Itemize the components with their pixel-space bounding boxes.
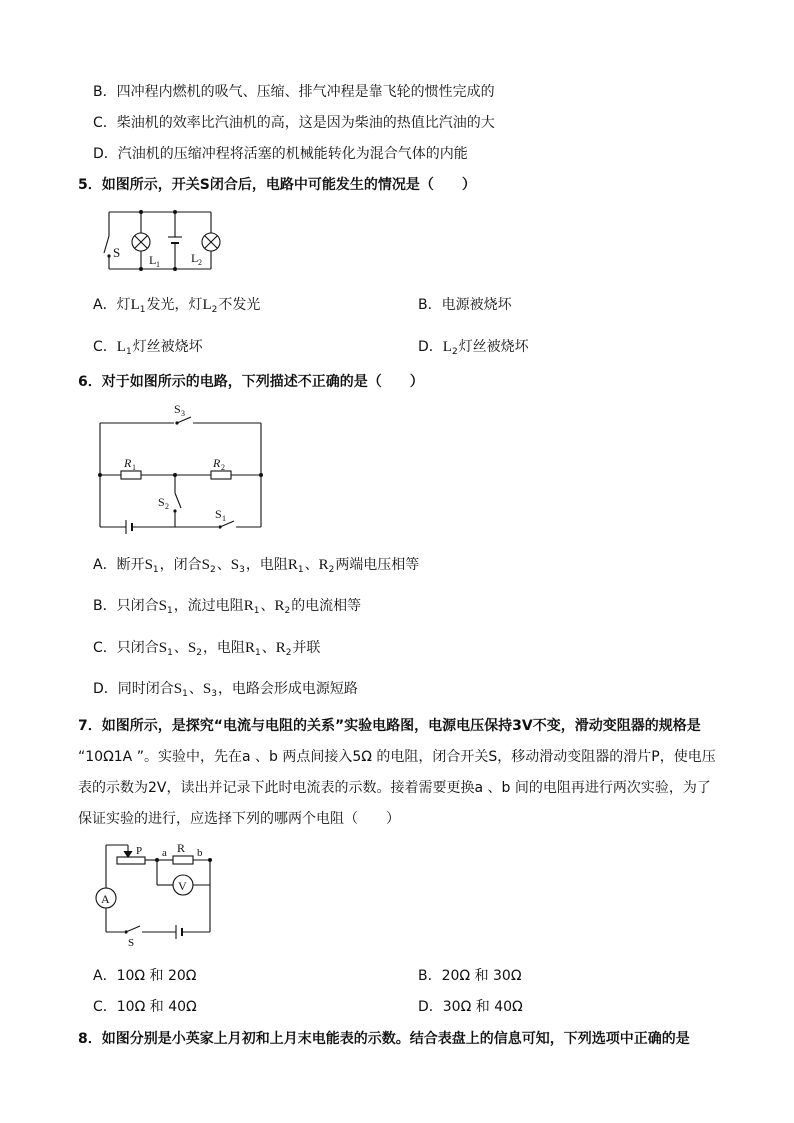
q7-option-c: C．10Ω 和 40Ω: [93, 999, 197, 1015]
q6-r2-label: R: [213, 456, 221, 470]
q5-option-c: C．$L_1$灯丝被烧坏: [93, 339, 203, 357]
q4-option-d: D．汽油机的压缩冲程将活塞的机械能转化为混合气体的内能: [93, 146, 468, 162]
q7-b-label: b: [197, 847, 203, 859]
q6-option-c: C．只闭合$S_1$、$S_2$，电阻$R_1$、$R_2$并联: [93, 640, 321, 658]
q7-voltmeter-label: V: [178, 879, 187, 893]
q8-stem: 8．如图分别是小英家上月初和上月末电能表的示数。结合表盘上的信息可知，下列选项中正确的是: [78, 1031, 690, 1047]
q7-option-a: A．10Ω 和 20Ω: [93, 968, 197, 984]
q7-p-label: P: [136, 845, 143, 857]
q6-r2-sub: 2: [221, 463, 225, 472]
q6-s1-sub: 1: [222, 514, 226, 523]
q6-option-d: D．同时闭合$S_1$、$S_3$，电路会形成电源短路: [93, 681, 358, 699]
q7-line-1: 7．如图所示，是探究“电流与电阻的关系”实验电路图，电源电压保持3V不变，滑动变阻器的规格是: [78, 718, 701, 734]
q7-r-label: R: [177, 841, 186, 855]
q5-lamp1-label: L: [149, 253, 157, 267]
q5-stem: 5．如图所示，开关S闭合后，电路中可能发生的情况是（ ）: [78, 177, 476, 193]
q7-option-d: D．30Ω 和 40Ω: [418, 999, 523, 1015]
q5-option-d: D．$L_2$灯丝被烧坏: [418, 339, 529, 357]
q6-s1-label: S: [215, 507, 222, 521]
q6-s2-sub: 2: [165, 502, 169, 511]
q6-r1-sub: 1: [132, 463, 136, 472]
q7-a-label: a: [162, 847, 167, 859]
q5-lamp1-sub: 1: [156, 260, 160, 269]
q6-r1-label: R: [124, 456, 132, 470]
q7-line-3: 表的示数为2V，读出并记录下此时电流表的示数。接着需要更换a 、b 间的电阻再进行两次实验，为了: [78, 780, 711, 796]
q6-s2-label: S: [158, 495, 165, 509]
q5-option-b: B．电源被烧坏: [418, 297, 512, 313]
q5-option-a: A．灯$L_1$发光，灯$L_2$不发光: [93, 297, 261, 315]
q6-option-b: B．只闭合$S_1$，流过电阻$R_1$、$R_2$的电流相等: [93, 598, 362, 616]
q6-s3-sub: 3: [181, 409, 185, 418]
q5-lamp2-label: L: [191, 251, 199, 265]
q5-switch-label: S: [113, 245, 121, 260]
q6-stem: 6．对于如图所示的电路，下列描述不正确的是（ ）: [78, 374, 424, 390]
q6-s3-label: S: [174, 402, 181, 416]
q7-ammeter-label: A: [101, 892, 110, 906]
q7-line-4: 保证实验的进行，应选择下列的哪两个电阻（ ）: [78, 811, 400, 827]
q7-line-2: “10Ω1A ”。实验中，先在a 、b 两点间接入5Ω 的电阻，闭合开关S，移动滑动变阻器的滑片P，使电压: [78, 749, 716, 765]
q4-option-c: C．柴油机的效率比汽油机的高，这是因为柴油的热值比汽油的大: [93, 115, 495, 131]
q5-lamp2-sub: 2: [198, 258, 202, 267]
q7-option-b: B．20Ω 和 30Ω: [418, 968, 522, 984]
q6-option-a: A．断开$S_1$，闭合$S_2$、$S_3$，电阻$R_1$、$R_2$两端电压相等: [93, 557, 420, 575]
q7-switch-label: S: [128, 937, 135, 949]
q4-option-b: B．四冲程内燃机的吸气、压缩、排气冲程是靠飞轮的惯性完成的: [93, 84, 495, 100]
